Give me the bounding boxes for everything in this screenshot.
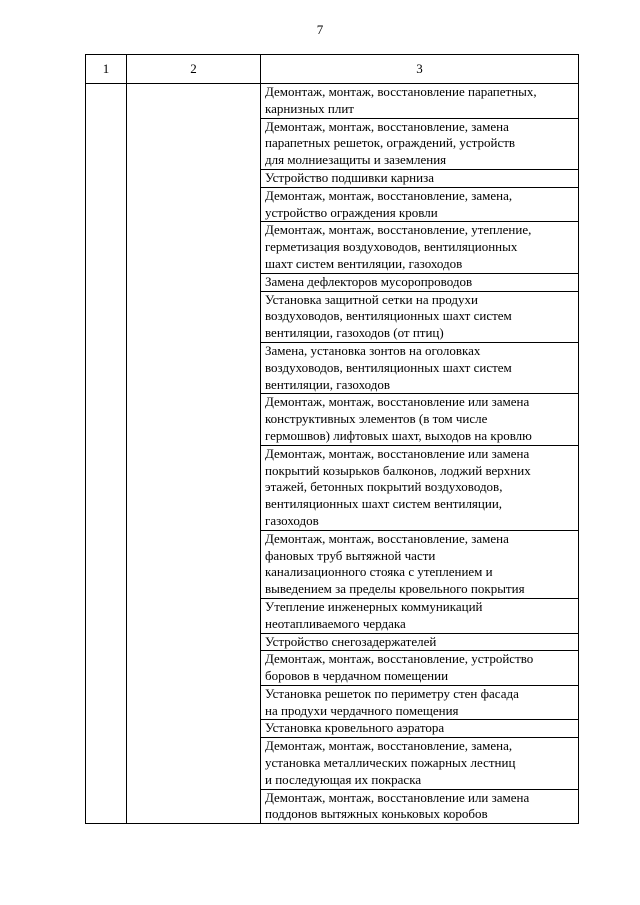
work-item-line: вентиляции, газоходов xyxy=(265,376,390,392)
work-item xyxy=(261,530,578,598)
work-item xyxy=(261,633,578,651)
work-item xyxy=(261,685,578,720)
work-item-line: Замена, установка зонтов на оголовках xyxy=(265,342,481,358)
work-item-line: фановых труб вытяжной части xyxy=(265,547,436,563)
work-item-line: Демонтаж, монтаж, восстановление или замена xyxy=(265,394,530,410)
work-item-line: боровов в чердачном помещении xyxy=(265,668,449,684)
header-col-2: 2 xyxy=(127,55,261,84)
work-item-line: Замена дефлекторов мусоропроводов xyxy=(265,273,473,289)
work-item-line: Демонтаж, монтаж, восстановление или замена xyxy=(265,789,530,805)
table-header-row xyxy=(86,55,579,84)
header-col-1: 1 xyxy=(86,55,127,84)
work-item xyxy=(261,342,578,393)
work-item xyxy=(261,789,578,824)
work-item-line: канализационного стояка с утеплением и xyxy=(265,564,493,580)
work-item-line: установка металлических пожарных лестниц xyxy=(265,755,516,771)
work-item-line: Установка решеток по периметру стен фасада xyxy=(265,685,519,701)
work-item-line: конструктивных элементов (в том числе xyxy=(265,411,488,427)
work-item-line: Установка кровельного аэратора xyxy=(265,720,445,736)
work-item xyxy=(261,737,578,788)
work-item-line: парапетных решеток, ограждений, устройств xyxy=(265,135,516,151)
work-item-line: карнизных плит xyxy=(265,100,354,116)
work-item-line: неотапливаемого чердака xyxy=(265,615,406,631)
work-item-line: поддонов вытяжных коньковых коробов xyxy=(265,806,488,822)
work-item-line: на продухи чердачного помещения xyxy=(265,702,459,718)
work-item-line: вентиляционных шахт систем вентиляции, xyxy=(265,496,503,512)
work-item-line: герметизация воздуховодов, вентиляционных xyxy=(265,239,518,255)
work-item-line: Установка защитной сетки на продухи xyxy=(265,291,479,307)
work-item xyxy=(261,445,578,530)
page-number: 7 xyxy=(316,22,324,37)
work-item-line: Демонтаж, монтаж, восстановление, замена, xyxy=(265,738,513,754)
work-item xyxy=(261,719,578,737)
work-item-line: этажей, бетонных покрытий воздуховодов, xyxy=(265,479,503,495)
work-item xyxy=(261,221,578,272)
body-col-1 xyxy=(86,84,127,824)
work-item-line: Демонтаж, монтаж, восстановление парапетных, xyxy=(265,84,537,99)
work-item xyxy=(261,169,578,187)
work-item xyxy=(261,650,578,685)
work-item-line: Устройство снегозадержателей xyxy=(265,633,437,649)
table-body-row xyxy=(86,84,579,824)
work-item xyxy=(261,118,578,169)
work-item-line: устройство ограждения кровли xyxy=(265,204,438,220)
work-item-line: Демонтаж, монтаж, восстановление, замена xyxy=(265,530,509,546)
work-item-line: Демонтаж, монтаж, восстановление, замена xyxy=(265,118,509,134)
work-item-line: газоходов xyxy=(265,512,319,528)
work-item-line: воздуховодов, вентиляционных шахт систем xyxy=(265,359,512,375)
work-item-line: Устройство подшивки карниза xyxy=(265,169,434,185)
work-item-line: Демонтаж, монтаж, восстановление, утепление, xyxy=(265,222,532,238)
work-item-line: воздуховодов, вентиляционных шахт систем xyxy=(265,308,512,324)
work-item-line: покрытий козырьков балконов, лоджий верхних xyxy=(265,462,531,478)
work-item-line: выведением за пределы кровельного покрытия xyxy=(265,581,525,597)
work-item-line: Демонтаж, монтаж, восстановление, замена, xyxy=(265,187,513,203)
work-item xyxy=(261,187,578,222)
work-item xyxy=(261,273,578,291)
body-col-3 xyxy=(261,84,579,824)
work-item-line: Утепление инженерных коммуникаций xyxy=(265,598,483,614)
work-item xyxy=(261,291,578,342)
work-item-line: вентиляции, газоходов (от птиц) xyxy=(265,325,444,341)
work-item xyxy=(261,84,578,118)
work-item-line: шахт систем вентиляции, газоходов xyxy=(265,255,463,271)
work-item-line: гермошвов) лифтовых шахт, выходов на кровлю xyxy=(265,427,532,443)
work-item-line: Демонтаж, монтаж, восстановление, устройство xyxy=(265,651,534,667)
work-item xyxy=(261,393,578,444)
work-item-line: для молниезащиты и заземления xyxy=(265,152,447,168)
work-item-line: и последующая их покраска xyxy=(265,771,422,787)
work-item-line: Демонтаж, монтаж, восстановление или замена xyxy=(265,445,530,461)
header-col-3: 3 xyxy=(261,55,579,84)
work-item xyxy=(261,598,578,633)
works-table xyxy=(85,54,579,824)
body-col-2 xyxy=(127,84,261,824)
